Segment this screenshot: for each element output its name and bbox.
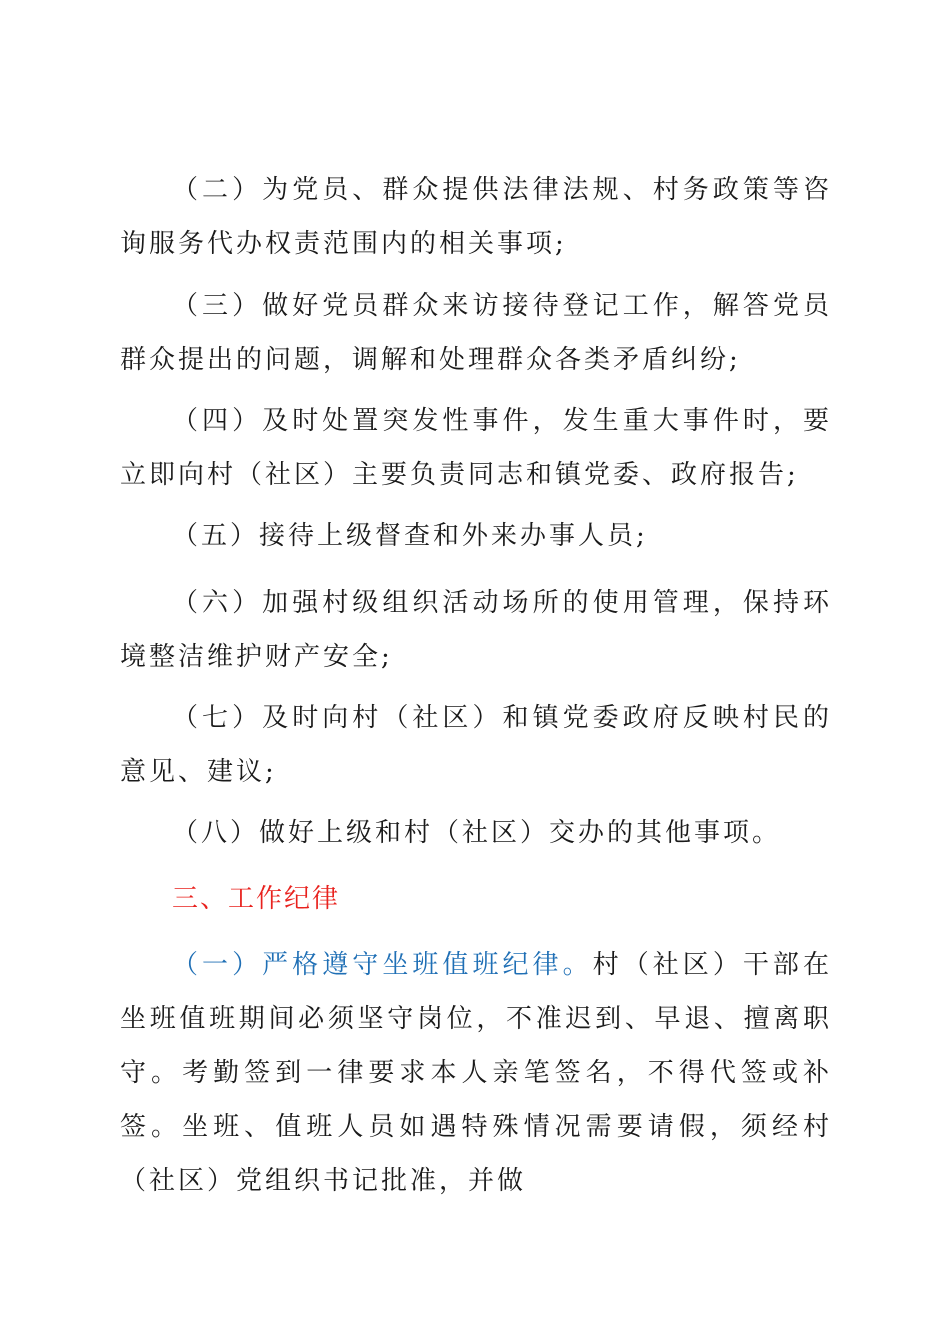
paragraph-item-5: （五）接待上级督查和外来办事人员; (172, 521, 648, 551)
paragraph-item-7: （七）及时向村（社区）和镇党委政府反映村民的意见、建议; (120, 703, 832, 787)
paragraph-item-3: （三）做好党员群众来访接待登记工作，解答党员群众提出的问题，调解和处理群众各类矛盾纠纷; (120, 291, 832, 375)
discipline-highlight: （一）严格遵守坐班值班纪律。 (172, 950, 593, 980)
paragraph-item-6: （六）加强村级组织活动场所的使用管理，保持环境整洁维护财产安全; (120, 588, 832, 672)
paragraph-item-4: （四）及时处置突发性事件，发生重大事件时，要立即向村（社区）主要负责同志和镇党委、政府报告; (120, 406, 832, 490)
discipline-paragraph-1 (120, 938, 832, 1208)
discipline-body: 村（社区）干部在坐班值班期间必须坚守岗位，不准迟到、早退、擅离职守。考勤签到一律要求本人亲笔签名，不得代签或补签。坐班、值班人员如遇特殊情况需要请假，须经村（社区）党组织书记批准，并做 (120, 950, 832, 1196)
paragraph-item-8: （八）做好上级和村（社区）交办的其他事项。 (172, 818, 782, 848)
paragraph-item-2: （二）为党员、群众提供法律法规、村务政策等咨询服务代办权责范围内的相关事项; (120, 175, 832, 259)
section-heading: 三、工作纪律 (172, 884, 341, 914)
